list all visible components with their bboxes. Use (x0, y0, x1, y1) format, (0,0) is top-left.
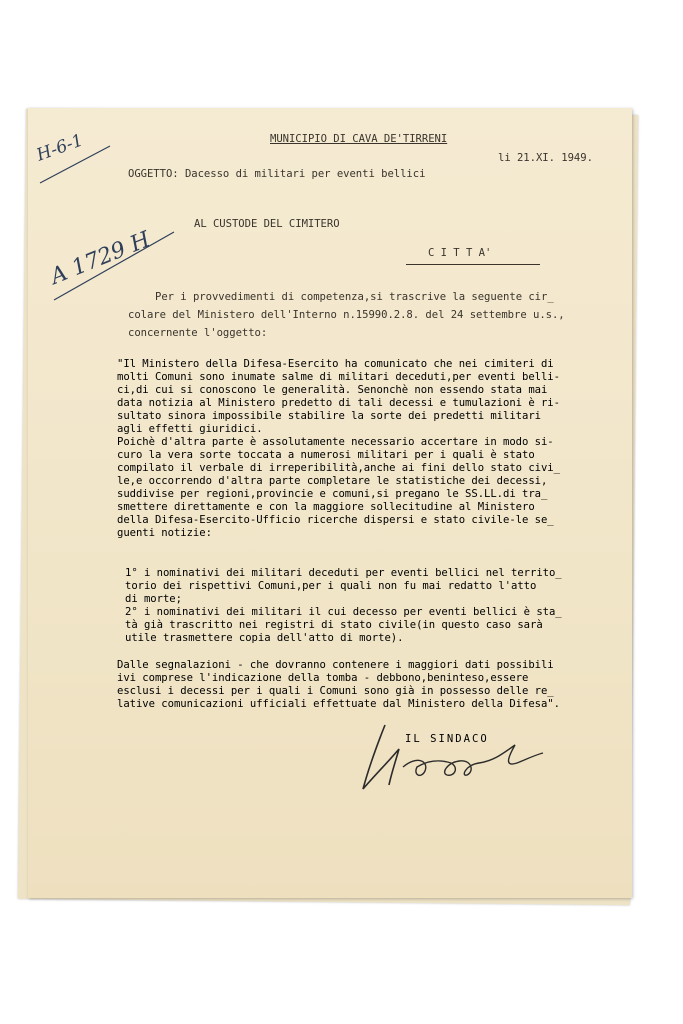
body-line: ci,di cui si conoscono le generalità. Senonchè non essendo stata mai (117, 384, 548, 396)
list-line: di morte; (125, 593, 182, 605)
circular-body (117, 358, 657, 540)
subject-line: OGGETTO: Dacesso di militari per eventi bellici (128, 168, 426, 180)
recipient-underline (406, 264, 540, 265)
body-line: smettere direttamente e con la maggiore sollecitudine al Ministero (117, 501, 535, 513)
list-line: utile trasmettere copia dell'atto di morte). (125, 632, 404, 644)
body-line: Poichè d'altra parte è assolutamente necessario accertare in modo si- (117, 436, 554, 448)
list-line: 1° i nominativi dei militari deceduti per eventi bellici nel territo_ (125, 567, 562, 579)
body-line: sultato sinora impossibile stabilire la sorte dei predetti militari (117, 410, 541, 422)
intro-line-3: concernente l'oggetto: (128, 327, 268, 339)
list-line: tà già trascritto nei registri di stato civile(in questo caso sarà (125, 619, 543, 631)
final-line: esclusi i decessi per i quali i Comuni sono già in possesso delle re_ (117, 685, 554, 697)
body-line: agli effetti giuridici. (117, 423, 263, 435)
file-number-handwritten: H-6-1 (34, 130, 86, 166)
final-line: lative comunicazioni ufficiali effettuate dal Ministero della Difesa". (117, 698, 560, 710)
signature-title: IL SINDACO (405, 733, 489, 745)
final-line: ivi comprese l'indicazione della tomba - debbono,beninteso,essere (117, 672, 529, 684)
document-date: li 21.XI. 1949. (498, 152, 593, 164)
body-line: le,e occorrendo d'altra parte completare le statistiche dei decessi, (117, 475, 548, 487)
requested-info-list (125, 567, 562, 645)
final-line: Dalle segnalazioni - che dovranno contenere i maggiori dati possibili (117, 659, 554, 671)
mayor-signature (355, 715, 555, 795)
list-line: torio dei rispettivi Comuni,per i quali non fu mai redatto l'atto (125, 580, 537, 592)
file-number-underline (38, 128, 118, 188)
recipient-line-1: AL CUSTODE DEL CIMITERO (194, 218, 340, 230)
closing-paragraph (117, 659, 560, 711)
protocol-number-handwritten: A 1729 H (47, 227, 154, 290)
body-line: suddivise per regioni,provincie e comuni,si pregano le SS.LL.di tra_ (117, 488, 548, 500)
body-line: della Difesa-Esercito-Ufficio ricerche dispersi e stato civile-le se_ (117, 514, 554, 526)
body-line: guenti notizie: (117, 527, 212, 539)
body-line: "Il Ministero della Difesa-Esercito ha comunicato che nei cimiteri di (117, 358, 554, 370)
body-line: data notizia al Ministero predetto di tali decessi e tumulazioni è ri- (117, 397, 560, 409)
municipality-heading: MUNICIPIO DI CAVA DE'TIRRENI (270, 133, 448, 145)
list-line: 2° i nominativi dei militari il cui decesso per eventi bellici è sta_ (125, 606, 562, 618)
body-line: molti Comuni sono inumate salme di militari deceduti,per eventi belli- (117, 371, 560, 383)
intro-line-2: colare del Ministero dell'Interno n.15990.2.8. del 24 settembre u.s., (128, 309, 565, 321)
body-line: compilato il verbale di irreperibilità,anche ai fini dello stato civi_ (117, 462, 560, 474)
intro-line-1: Per i provvedimenti di competenza,si trascrive la seguente cir_ (155, 291, 554, 303)
recipient-line-2: C I T T A' (428, 247, 492, 259)
body-line: curo la vera sorte toccata a numerosi militari per i quali è stato (117, 449, 535, 461)
